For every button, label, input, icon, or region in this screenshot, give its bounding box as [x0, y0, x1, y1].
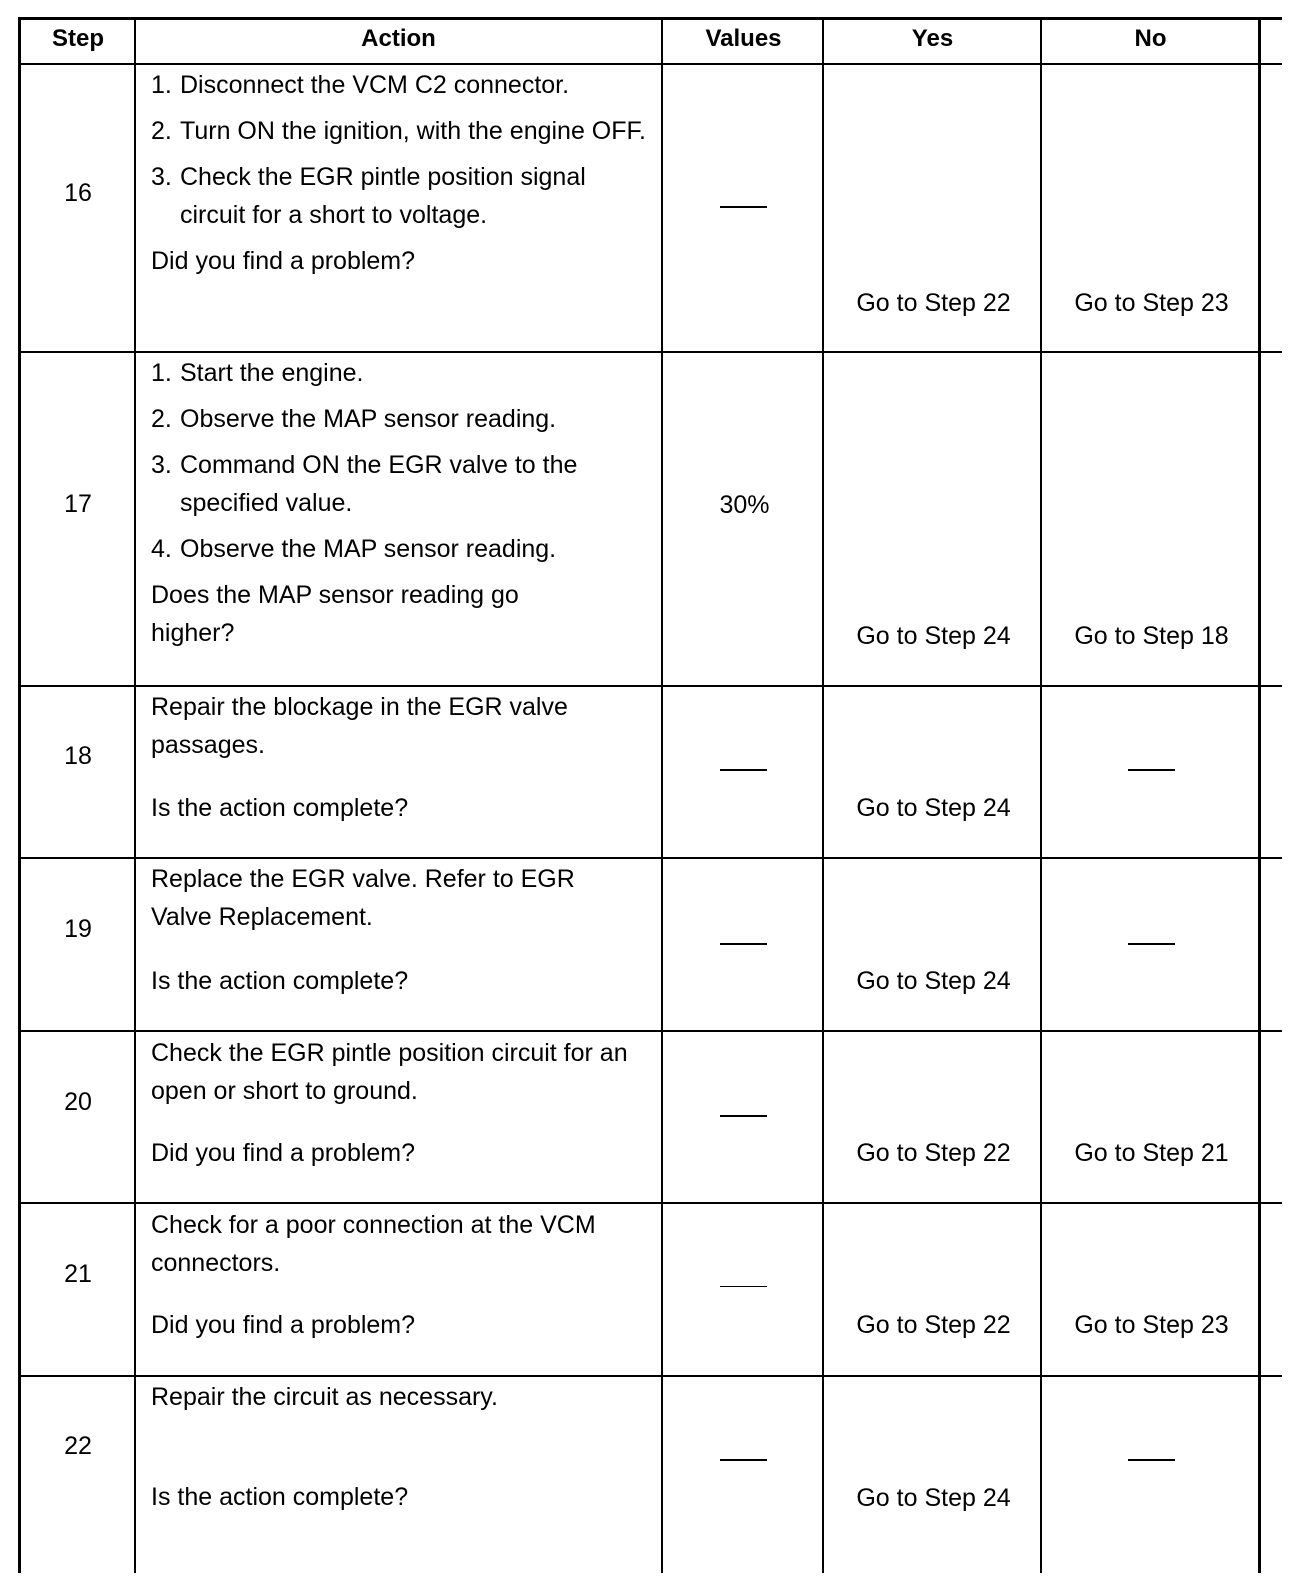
header-no: No — [1134, 25, 1167, 52]
action-step-text: Disconnect the VCM C2 connector. — [180, 71, 570, 99]
action-step-number: 3. — [151, 163, 172, 191]
action-step-item — [151, 446, 656, 522]
step-number: 18 — [64, 742, 92, 770]
action-step-text: Check the EGR pintle position signal circuit for a short to voltage. — [180, 163, 586, 229]
action-step-text: Observe the MAP sensor reading. — [180, 535, 557, 563]
action-text: Replace the EGR valve. Refer to EGR Valve Replacement. — [151, 865, 575, 931]
value-not-applicable-dash — [720, 1286, 767, 1287]
no-not-applicable-dash — [1128, 943, 1175, 945]
value-not-applicable-dash — [720, 943, 767, 945]
action-step-number: 2. — [151, 405, 172, 433]
action-step-number: 4. — [151, 535, 172, 563]
action-step-item — [151, 400, 656, 438]
yes-result: Go to Step 22 — [856, 1139, 1011, 1167]
yes-result: Go to Step 24 — [856, 1484, 1011, 1512]
action-text: Check the EGR pintle position circuit for an open or short to ground. — [151, 1039, 628, 1105]
header-step: Step — [51, 25, 104, 52]
column-divider — [134, 17, 136, 1573]
row-divider — [18, 63, 1282, 65]
step-number: 17 — [64, 490, 92, 518]
value: 30% — [719, 491, 770, 519]
header-action: Action — [361, 25, 436, 52]
action-step-number: 1. — [151, 359, 172, 387]
action-step-item — [151, 112, 656, 150]
no-result: Go to Step 21 — [1074, 1139, 1229, 1167]
no-result: Go to Step 18 — [1074, 622, 1229, 650]
action-question: Did you find a problem? — [151, 1139, 416, 1167]
action-cell — [151, 354, 656, 652]
action-question: Is the action complete? — [151, 967, 409, 995]
yes-result: Go to Step 22 — [856, 1311, 1011, 1339]
no-not-applicable-dash — [1128, 1459, 1175, 1461]
column-divider — [822, 17, 824, 1573]
no-result: Go to Step 23 — [1074, 289, 1229, 317]
yes-result: Go to Step 24 — [856, 794, 1011, 822]
column-divider — [661, 17, 663, 1573]
action-step-number: 3. — [151, 451, 172, 479]
action-step-text: Command ON the EGR valve to the specified value. — [180, 451, 578, 517]
row-divider — [18, 857, 1282, 859]
step-number: 19 — [64, 915, 92, 943]
row-divider — [18, 1030, 1282, 1032]
no-result: Go to Step 23 — [1074, 1311, 1229, 1339]
yes-result: Go to Step 22 — [856, 289, 1011, 317]
action-step-item — [151, 354, 656, 392]
action-step-text: Observe the MAP sensor reading. — [180, 405, 557, 433]
table-border-left — [18, 17, 21, 1573]
row-divider — [18, 1375, 1282, 1377]
action-step-number: 2. — [151, 117, 172, 145]
action-step-item — [151, 158, 656, 234]
step-number: 21 — [64, 1260, 92, 1288]
row-divider — [18, 685, 1282, 687]
action-step-text: Turn ON the ignition, with the engine OFF. — [180, 117, 646, 145]
action-question: Did you find a problem? — [151, 247, 416, 275]
action-text: Repair the circuit as necessary. — [151, 1383, 498, 1411]
step-number: 16 — [64, 179, 92, 207]
row-divider — [18, 351, 1282, 353]
action-step-text: Start the engine. — [180, 359, 364, 387]
row-divider — [18, 1202, 1282, 1204]
value-not-applicable-dash — [720, 769, 767, 771]
header-values: Values — [705, 25, 782, 52]
action-question: Is the action complete? — [151, 1483, 409, 1511]
yes-result: Go to Step 24 — [856, 622, 1011, 650]
action-step-number: 1. — [151, 71, 172, 99]
value-not-applicable-dash — [720, 206, 767, 208]
value-not-applicable-dash — [720, 1459, 767, 1461]
action-step-item — [151, 530, 656, 568]
value-not-applicable-dash — [720, 1115, 767, 1117]
action-question: Is the action complete? — [151, 794, 409, 822]
action-cell — [151, 66, 656, 280]
action-text: Repair the blockage in the EGR valve passages. — [151, 693, 568, 759]
no-not-applicable-dash — [1128, 769, 1175, 771]
action-step-item — [151, 66, 656, 104]
yes-result: Go to Step 24 — [856, 967, 1011, 995]
step-number: 22 — [64, 1432, 92, 1460]
action-question: Does the MAP sensor reading go higher? — [151, 581, 519, 647]
header-yes: Yes — [911, 25, 954, 52]
step-number: 20 — [64, 1088, 92, 1116]
action-question: Did you find a problem? — [151, 1311, 416, 1339]
action-text: Check for a poor connection at the VCM connectors. — [151, 1211, 596, 1277]
